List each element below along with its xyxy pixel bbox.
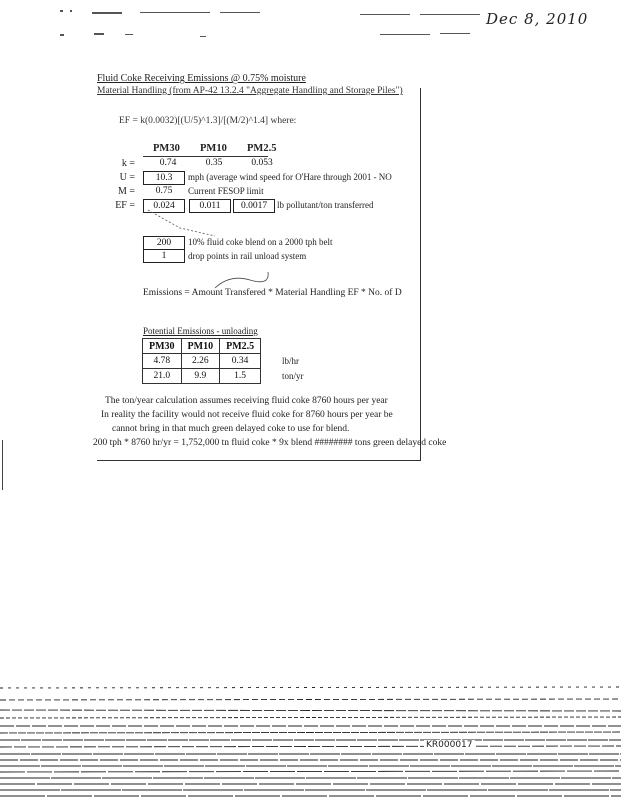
right-border-line	[420, 88, 421, 460]
note-line-1: The ton/year calculation assumes receiving fluid coke 8760 hours per year	[105, 396, 388, 406]
unit-lb-hr: lb/hr	[282, 356, 299, 366]
note-line-2: In reality the facility would not receive fluid coke for 8760 hours per year be	[101, 410, 393, 420]
transfer-rate-box: 200	[143, 236, 185, 250]
ef-pm30-box: 0.024	[143, 199, 185, 213]
m-value: 0.75	[155, 186, 173, 196]
pe-lbhr-pm10: 2.26	[181, 354, 220, 369]
ef-pm25-box: 0.0017	[233, 199, 275, 213]
row-label-ef: EF =	[115, 200, 135, 211]
k-pm30: 0.74	[159, 158, 177, 168]
pe-header-pm10: PM10	[181, 339, 220, 354]
note-line-3: cannot bring in that much green delayed coke to use for blend.	[112, 424, 350, 434]
col-header-pm30: PM30	[153, 143, 180, 154]
table-header-row	[143, 339, 261, 354]
unit-ton-yr: ton/yr	[282, 371, 304, 381]
drop-points-box: 1	[143, 249, 185, 263]
bates-stamp: KR000017	[426, 740, 473, 750]
handwritten-date: Dec 8, 2010	[486, 10, 589, 28]
table-row	[143, 354, 261, 369]
col-header-pm10: PM10	[200, 143, 227, 154]
page-title: Fluid Coke Receiving Emissions @ 0.75% moisture	[97, 73, 306, 84]
pe-tonyr-pm30: 21.0	[143, 369, 182, 384]
potential-emissions-table	[142, 338, 261, 384]
u-description: mph (average wind speed for O'Hare through 2001 - NO	[188, 172, 392, 182]
u-value-box: 10.3	[143, 171, 185, 185]
drop-points-description: drop points in rail unload system	[188, 251, 307, 261]
col-header-pm25: PM2.5	[247, 143, 277, 154]
transfer-rate-description: 10% fluid coke blend on a 2000 tph belt	[188, 237, 333, 247]
ef-description: lb pollutant/ton transferred	[277, 200, 374, 210]
ef-pm10-box: 0.011	[189, 199, 231, 213]
scan-noise-bottom	[0, 670, 621, 800]
pe-lbhr-pm25: 0.34	[220, 354, 261, 369]
k-pm10: 0.35	[205, 158, 223, 168]
page-subtitle: Material Handling (from AP-42 13.2.4 "Aggregate Handling and Storage Piles")	[97, 86, 403, 96]
m-description: Current FESOP limit	[188, 186, 264, 196]
bottom-border-line	[97, 460, 421, 461]
pe-tonyr-pm10: 9.9	[181, 369, 220, 384]
table-row	[143, 369, 261, 384]
emissions-formula: Emissions = Amount Transfered * Material Handling EF * No. of D	[143, 288, 402, 298]
row-label-u: U =	[119, 172, 135, 183]
margin-mark	[2, 440, 3, 490]
k-pm25: 0.053	[251, 158, 273, 168]
note-line-4: 200 tph * 8760 hr/yr = 1,752,000 tn fluid coke * 9x blend ######## tons green delayed coke	[93, 438, 447, 448]
row-label-m: M =	[117, 186, 135, 197]
pe-header-pm25: PM2.5	[220, 339, 261, 354]
emission-factor-formula: EF = k(0.0032)[(U/5)^1.3]/[(M/2)^1.4] where:	[119, 116, 297, 126]
potential-emissions-title: Potential Emissions - unloading	[143, 326, 258, 336]
row-label-k: k =	[121, 158, 135, 169]
pe-lbhr-pm30: 4.78	[143, 354, 182, 369]
pe-tonyr-pm25: 1.5	[220, 369, 261, 384]
pe-header-pm30: PM30	[143, 339, 182, 354]
header-underline	[143, 156, 268, 157]
